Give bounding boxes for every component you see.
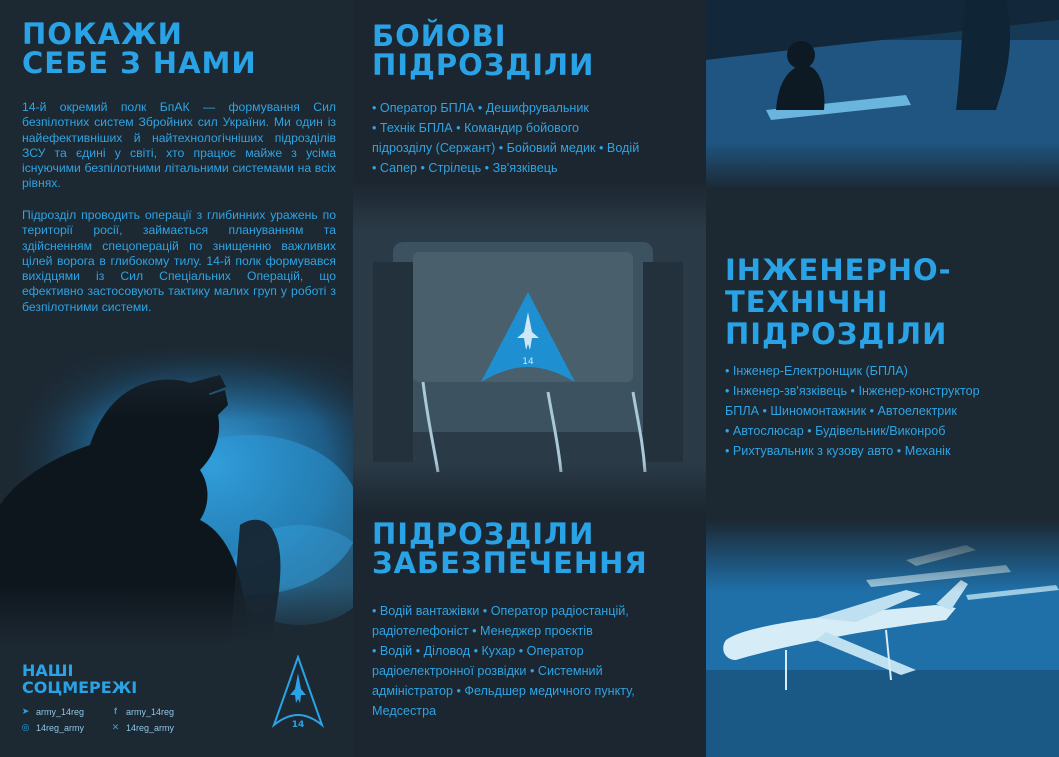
intro-heading: [22, 17, 342, 80]
list-item: підрозділу (Сержант) • Бойовий медик • Водій: [372, 141, 640, 155]
telegram-handle: army_14reg: [36, 706, 85, 717]
list-item: • Інженер-зв'язківець • Інженер-конструктор: [725, 384, 980, 398]
drones-photo: [706, 520, 1059, 757]
social-heading: [22, 662, 137, 696]
list-item: Медсестра: [372, 704, 437, 718]
instagram-icon: ◎: [21, 722, 30, 732]
list-item: • Оператор БПЛА • Дешифрувальник: [372, 101, 589, 115]
intro-heading-line-2: СЕБЕ З НАМИ: [22, 46, 257, 80]
engineering-heading-line-3: ПІДРОЗДІЛИ: [725, 317, 948, 351]
support-roles-list: [372, 601, 702, 721]
list-item: адміністратор • Фельдшер медичного пункту,: [372, 684, 635, 698]
list-item: • Автослюсар • Будівельник/Виконроб: [725, 424, 946, 438]
regiment-logo-icon: [272, 655, 324, 733]
list-item: • Водій • Діловод • Кухар • Оператор: [372, 644, 584, 658]
telegram-link[interactable]: [20, 706, 84, 717]
combat-heading: [372, 19, 702, 82]
intro-column: [0, 0, 353, 757]
telegram-icon: ➤: [21, 706, 30, 716]
engineering-roles-list: [725, 361, 1055, 461]
support-heading: [372, 517, 702, 580]
list-item: • Рихтувальник з кузову авто • Механік: [725, 444, 951, 458]
facebook-link[interactable]: [110, 706, 174, 717]
x-icon: ✕: [111, 722, 120, 732]
engineering-heading: [725, 254, 1055, 350]
engineering-heading-line-1: ІНЖЕНЕРНО-: [725, 253, 952, 287]
list-item: радіоелектронної розвідки • Системний: [372, 664, 603, 678]
social-heading-line-1: НАШІ: [22, 661, 74, 680]
tactical-vest-photo: [353, 182, 706, 512]
list-item: • Інженер-Електронщик (БПЛА): [725, 364, 908, 378]
engineering-heading-line-2: ТЕХНІЧНІ: [725, 285, 889, 319]
instagram-handle: 14reg_army: [36, 722, 85, 733]
facebook-handle: army_14reg: [126, 706, 175, 717]
soldier-silhouette-photo: [0, 345, 353, 645]
social-heading-line-2: СОЦМЕРЕЖІ: [22, 678, 138, 697]
list-item: • Сапер • Стрілець • Зв'язківець: [372, 161, 558, 175]
intro-heading-line-1: ПОКАЖИ: [22, 17, 183, 51]
list-item: • Технік БПЛА • Командир бойового: [372, 121, 580, 135]
x-link[interactable]: [110, 722, 174, 733]
logo-number: 14: [291, 720, 305, 730]
combat-roles-list: [372, 98, 702, 178]
intro-paragraph-1: 14-й окремий полк БпАК — формування Сил безпілотних систем Збройних сил України. Ми один із найефективніших й найтехнологічніших підрозділів ЗСУ та єдині у світі, хто працює майже з усіма існуючими безпілотними літальними системами на всіх рівнях.: [22, 100, 336, 191]
list-item: БПЛА • Шиномонтажник • Автоелектрик: [725, 404, 957, 418]
x-handle: 14reg_army: [126, 722, 175, 733]
list-item: • Водій вантажівки • Оператор радіостанцій,: [372, 604, 629, 618]
engineering-column: [706, 0, 1059, 757]
combat-heading-line-2: ПІДРОЗДІЛИ: [372, 48, 595, 82]
night-field-photo: [706, 0, 1059, 190]
instagram-link[interactable]: [20, 722, 84, 733]
list-item: радіотелефоніст • Менеджер проєктів: [372, 624, 593, 638]
combat-heading-line-1: БОЙОВІ: [372, 19, 507, 53]
units-column: [353, 0, 706, 757]
intro-paragraph-2: Підрозділ проводить операції з глибинних уражень по території росії, займається плануванням та здійсненням спецоперацій по знищенню важливих цілей ворога в глибокому тилу. 14-й полк формувався вихідцями із Сил Спеціальних Операцій, що ефективно застосовують тактику малих груп у роботі з безпілотними системи.: [22, 208, 336, 314]
support-heading-line-2: ЗАБЕЗПЕЧЕННЯ: [372, 546, 648, 580]
facebook-icon: f: [114, 706, 117, 716]
support-heading-line-1: ПІДРОЗДІЛИ: [372, 517, 595, 551]
